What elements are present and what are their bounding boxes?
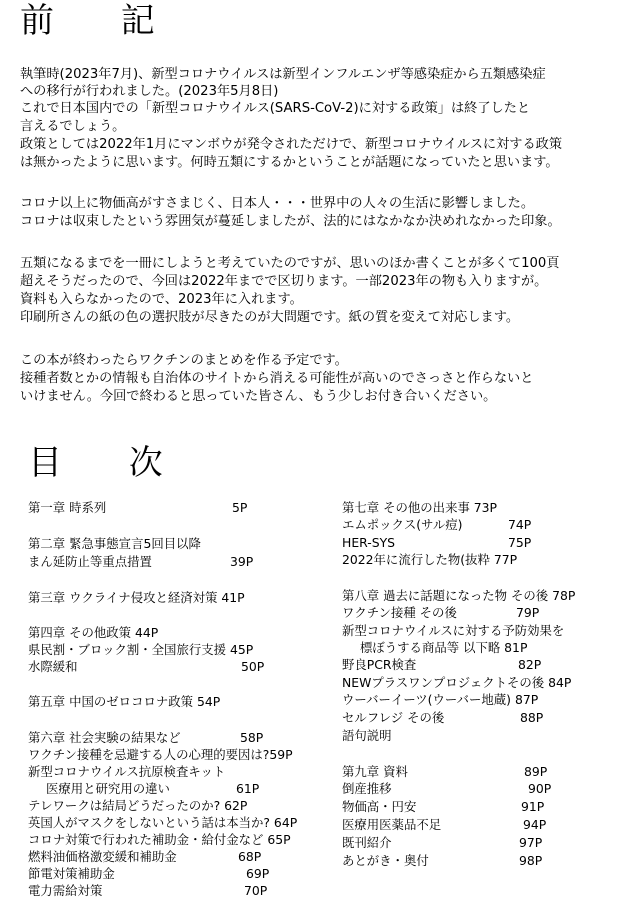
toc-entry[interactable]: コロナ対策で行われた補助金・給付金など 65P xyxy=(28,832,291,847)
toc-entry[interactable]: 医療用医薬品不足 xyxy=(342,817,442,832)
toc-entry[interactable]: 新型コロナウイルスに対する予防効果を xyxy=(342,623,565,638)
toc-page: 79P xyxy=(516,605,540,620)
toc-page: 88P xyxy=(520,710,544,725)
preface-line: いけません。今回で終わると思っていた皆さん、もう少しお付き合いください。 xyxy=(20,389,497,404)
preface-line: への移行が行われました。(2023年5月8日) xyxy=(20,84,279,99)
toc-entry[interactable]: 第九章 資料 xyxy=(342,764,408,779)
toc-entry[interactable]: 節電対策補助金 xyxy=(28,866,115,881)
toc-entry[interactable]: 倒産推移 xyxy=(342,781,392,796)
toc-page: 61P xyxy=(236,781,260,796)
preface-line: 印刷所さんの紙の色の選択肢が尽きたのが大問題です。紙の質を変えて対応します。 xyxy=(20,310,520,325)
toc-entry[interactable]: 電力需給対策 xyxy=(28,883,103,898)
toc-entry[interactable]: 第八章 過去に話題になった物 その後 78P xyxy=(342,588,576,603)
toc-page: 82P xyxy=(518,657,542,672)
toc-entry[interactable]: 第七章 その他の出来事 73P xyxy=(342,500,498,515)
toc-entry[interactable]: 既刊紹介 xyxy=(342,835,392,850)
toc-page: 75P xyxy=(508,535,532,550)
toc-entry[interactable]: 医療用と研究用の違い xyxy=(46,781,170,796)
preface-line: 政策としては2022年1月にマンボウが発令されただけで、新型コロナウイルスに対する政策 xyxy=(20,137,563,152)
preface-line: これで日本国内での「新型コロナウイルス(SARS-CoV-2)に対する政策」は終了したと xyxy=(20,101,531,116)
toc-entry[interactable]: ワクチン接種を忌避する人の心理的要因は?59P xyxy=(28,747,293,762)
toc-entry[interactable]: 第五章 中国のゼロコロナ政策 54P xyxy=(28,694,221,709)
toc-entry[interactable]: セルフレジ その後 xyxy=(342,710,445,725)
toc-entry[interactable]: 第三章 ウクライナ侵攻と経済対策 41P xyxy=(28,590,245,605)
toc-entry[interactable]: 野良PCR検査 xyxy=(342,657,417,672)
preface-line: この本が終わったらワクチンのまとめを作る予定です。 xyxy=(20,353,348,368)
preface-line: 言えるでしょう。 xyxy=(20,119,126,134)
toc-entry[interactable]: あとがき・奥付 xyxy=(342,853,429,868)
toc-entry[interactable]: ウーバーイーツ(ウーバー地蔵) 87P xyxy=(342,692,539,707)
toc-page: 98P xyxy=(519,853,543,868)
toc-entry[interactable]: 2022年に流行した物(抜粋 77P xyxy=(342,552,518,567)
toc-page: 69P xyxy=(246,866,270,881)
preface-line: 超えそうだったので、今回は2022年までで区切ります。一部2023年の物も入りますが。 xyxy=(20,274,548,289)
toc-page: 50P xyxy=(241,659,265,674)
toc-entry[interactable]: HER-SYS xyxy=(342,535,396,550)
toc-page: 97P xyxy=(519,835,543,850)
preface-title: 前 記 xyxy=(20,1,183,41)
preface-line: コロナは収束したという雰囲気が蔓延しましたが、法的にはなかなか決めれなかった印象。 xyxy=(20,214,561,229)
toc-entry[interactable]: まん延防止等重点措置 xyxy=(28,554,152,569)
preface-line: は無かったように思います。何時五類にするかということが話題になっていたと思います。 xyxy=(20,155,559,170)
toc-page: 74P xyxy=(508,517,532,532)
toc-page: 90P xyxy=(528,781,552,796)
toc-entry[interactable]: テレワークは結局どうだったのか? 62P xyxy=(28,798,248,813)
toc-entry[interactable]: 物価高・円安 xyxy=(342,799,417,814)
toc-page: 70P xyxy=(244,883,268,898)
toc-entry[interactable]: 第二章 緊急事態宣言5回目以降 xyxy=(28,536,201,551)
preface-line: 執筆時(2023年7月)、新型コロナウイルスは新型インフルエンザ等感染症から五類感染症 xyxy=(20,67,546,82)
toc-entry[interactable]: 県民割・ブロック割・全国旅行支援 45P xyxy=(28,642,254,657)
toc-page: 91P xyxy=(521,799,545,814)
preface-line: コロナ以上に物価高がすさまじく、日本人・・・世界中の人々の生活に影響しました。 xyxy=(20,196,535,211)
toc-entry[interactable]: 水際緩和 xyxy=(28,659,78,674)
toc-entry[interactable]: 英国人がマスクをしないという話は本当か? 64P xyxy=(28,815,298,830)
toc-page: 58P xyxy=(240,730,264,745)
preface-line: 接種者数とかの情報も自治体のサイトから消える可能性が高いのでさっさと作らないと xyxy=(20,371,534,386)
preface-line: 五類になるまでを一冊にしようと考えていたのですが、思いのほか書くことが多くて100頁 xyxy=(20,256,560,271)
toc-entry[interactable]: 語句説明 xyxy=(342,728,392,743)
toc-entry[interactable]: 第一章 時系列 xyxy=(28,500,107,515)
toc-page: 5P xyxy=(232,500,248,515)
toc-entry[interactable]: NEWプラスワンプロジェクトその後 84P xyxy=(342,675,572,690)
toc-entry[interactable]: 標ぼうする商品等 以下略 81P xyxy=(360,640,528,655)
toc-entry[interactable]: ワクチン接種 その後 xyxy=(342,605,457,620)
toc-page: 39P xyxy=(230,554,254,569)
preface-line: 資料も入らなかったので、2023年に入れます。 xyxy=(20,292,303,307)
toc-entry[interactable]: 第四章 その他政策 44P xyxy=(28,625,159,640)
toc-entry[interactable]: 第六章 社会実験の結果など xyxy=(28,730,181,745)
toc-entry[interactable]: 新型コロナウイルス抗原検査キット xyxy=(28,764,226,779)
toc-page: 68P xyxy=(238,849,262,864)
toc-entry[interactable]: エムポックス(サル痘) xyxy=(342,517,463,532)
toc-title: 目 次 xyxy=(28,443,191,483)
toc-page: 94P xyxy=(523,817,547,832)
toc-entry[interactable]: 燃料油価格激変緩和補助金 xyxy=(28,849,177,864)
toc-page: 89P xyxy=(524,764,548,779)
